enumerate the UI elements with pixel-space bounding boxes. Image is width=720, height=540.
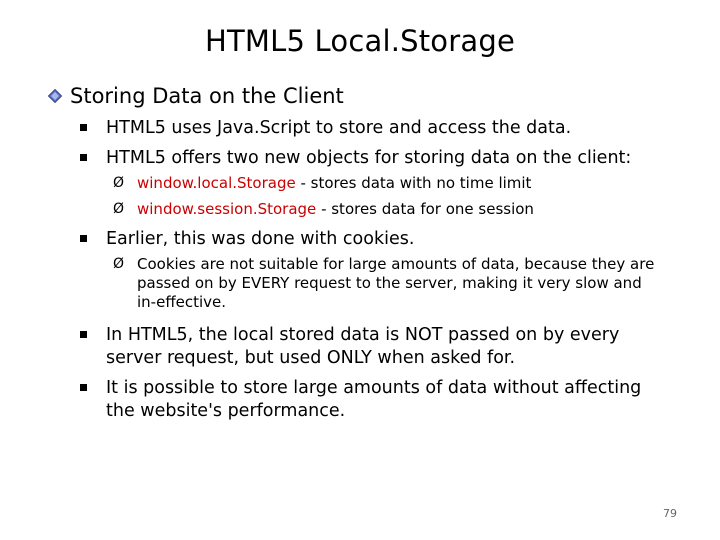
sub-bullet-text [113, 200, 673, 219]
sub-bullet-text: Cookies are not suitable for large amounts of data, because they are passed on by EVERY request to the server, making it very slow and in-effective. [137, 255, 655, 311]
arrow-bullet-icon: Ø [113, 175, 125, 191]
storage-object-desc: - stores data for one session [316, 200, 534, 218]
bullet-text: It is possible to store large amounts of data without affecting the website's performance. [106, 378, 642, 421]
sub-bullet-item [113, 200, 673, 219]
bullet-text: In HTML5, the local stored data is NOT passed on by every server request, but used ONLY when asked for. [106, 325, 620, 368]
storage-object-name: window.session.Storage [137, 200, 317, 218]
sub-bullet-text [113, 174, 673, 193]
bullet-item [80, 228, 680, 251]
page-number: 79 [663, 507, 677, 520]
bullet-text: HTML5 uses Java.Script to store and access the data. [106, 118, 572, 138]
arrow-bullet-icon: Ø [113, 201, 125, 217]
storage-object-name: window.local.Storage [137, 174, 296, 192]
slide-title: HTML5 Local.Storage [204, 24, 515, 58]
square-bullet-icon [80, 154, 87, 161]
bullet-item [80, 324, 640, 370]
bullet-item [80, 117, 680, 140]
storage-object-desc: - stores data with no time limit [295, 174, 532, 192]
heading-item [48, 84, 344, 108]
bullet-text: HTML5 offers two new objects for storing data on the client: [106, 148, 632, 168]
bullet-item [80, 147, 680, 170]
square-bullet-icon [80, 331, 87, 338]
sub-bullet-item [113, 174, 673, 193]
bullet-text: Earlier, this was done with cookies. [106, 229, 415, 249]
square-bullet-icon [80, 124, 87, 131]
square-bullet-icon [80, 235, 87, 242]
arrow-bullet-icon: Ø [113, 256, 125, 272]
diamond-icon [48, 89, 62, 103]
sub-bullet-item [113, 255, 658, 312]
heading-text: Storing Data on the Client [70, 84, 344, 108]
bullet-item [80, 377, 660, 423]
square-bullet-icon [80, 384, 87, 391]
